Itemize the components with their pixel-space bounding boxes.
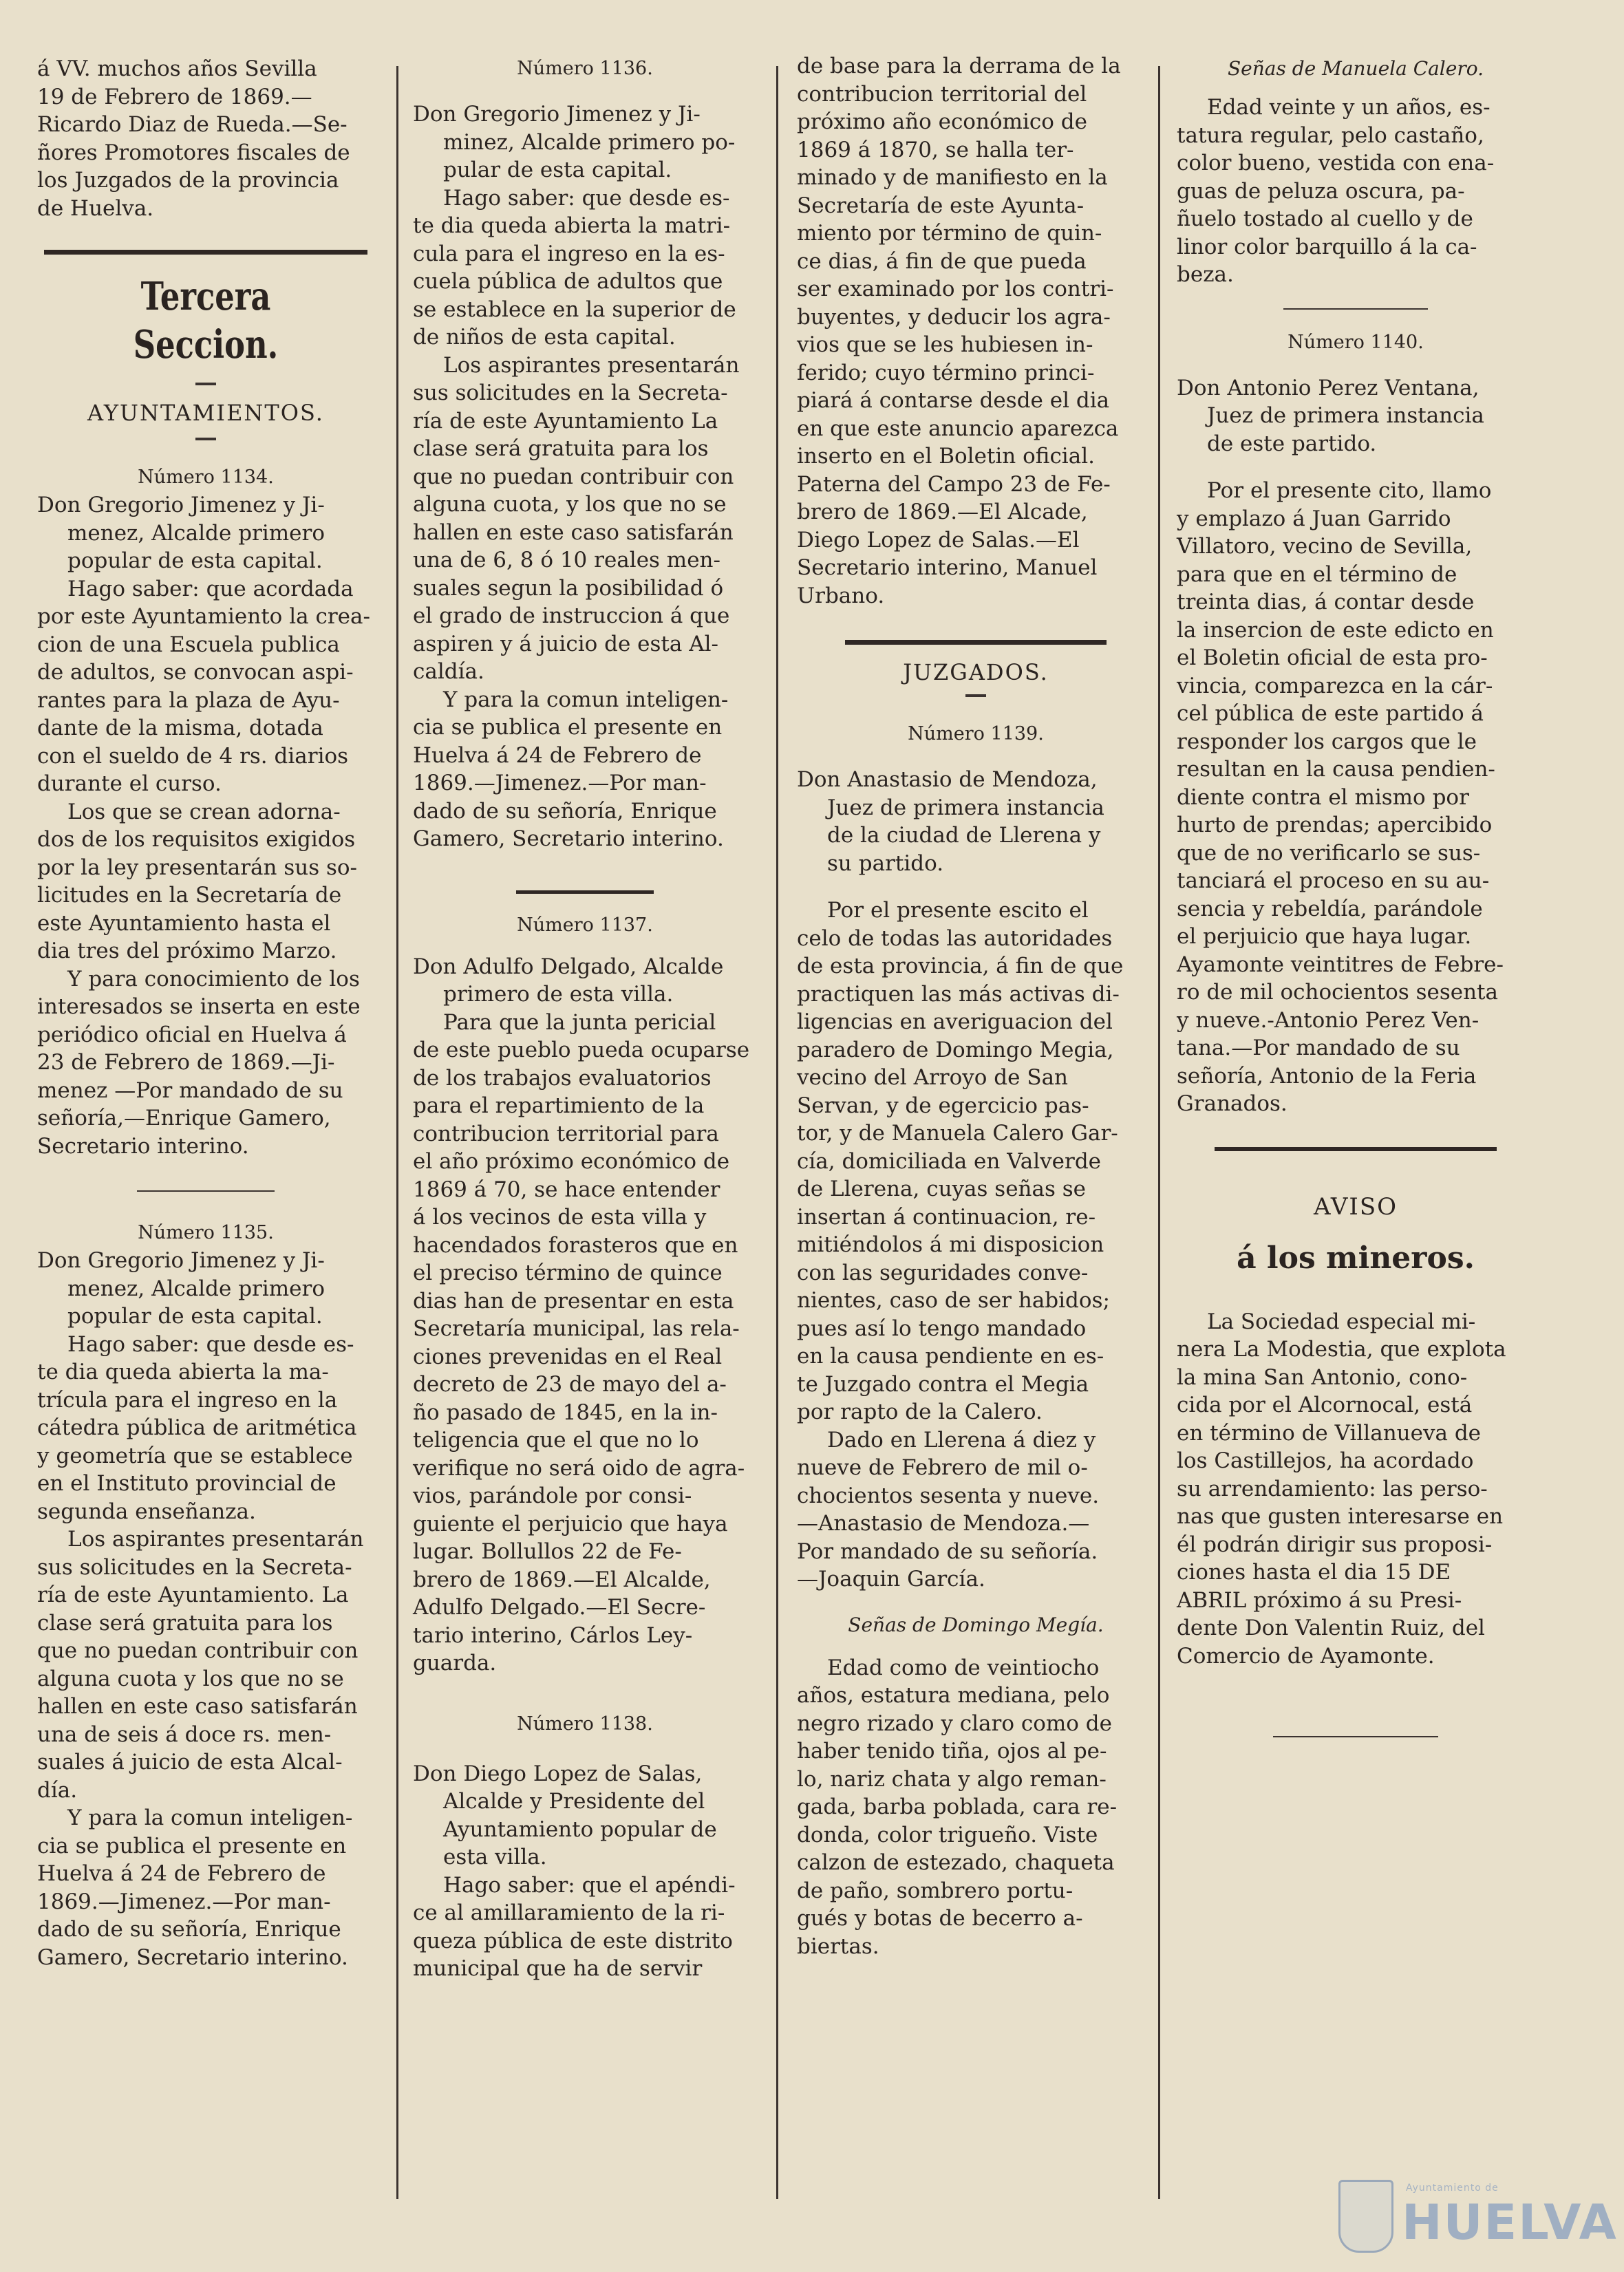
text-line: minez, Alcalde primero po- [443, 129, 736, 155]
text-line: sencia y rebeldía, parándole [1177, 896, 1483, 921]
text-line: tana.—Por mandado de su [1177, 1036, 1460, 1060]
text-line: Juez de primera instancia [827, 795, 1104, 820]
text-line: popular de esta capital. [67, 1304, 323, 1329]
continuation-text [797, 52, 1155, 610]
text-line: menez, Alcalde primero [67, 1276, 325, 1301]
text-line: 1869 á 1870, se halla ter- [797, 137, 1074, 162]
text-line: color bueno, vestida con ena- [1177, 151, 1495, 175]
column-rule [1158, 66, 1160, 2199]
text-line: Los aspirantes presentarán [67, 1527, 364, 1552]
text-line: Dado en Llerena á diez y [827, 1427, 1096, 1453]
text-line: te Juzgado contra el Megia [797, 1371, 1089, 1397]
text-line: señoría,—Enrique Gamero, [37, 1106, 331, 1130]
text-line: Don Antonio Perez Ventana, [1177, 375, 1479, 400]
text-line: años, estatura mediana, pelo [797, 1683, 1110, 1708]
text-line: señoría, Antonio de la Feria [1177, 1063, 1477, 1089]
text-line: Edad como de veintiocho [827, 1655, 1100, 1680]
text-line: Adulfo Delgado.—El Secre- [413, 1595, 706, 1620]
text-line: y geometría que se establece [37, 1443, 353, 1468]
text-line: 1869.—Jimenez.—Por man- [37, 1889, 331, 1914]
text-line: licitudes en la Secretaría de [37, 883, 342, 908]
column-3 [797, 52, 1155, 1960]
text-line: dante de la misma, dotada [37, 716, 323, 740]
text-line: Hago saber: que desde es- [67, 1331, 354, 1357]
text-line: de Huelva. [37, 195, 154, 221]
text-line: linor color barquillo á la ca- [1177, 234, 1477, 259]
text-line: te dia queda abierta la matri- [413, 213, 731, 238]
notice-paragraph [37, 1525, 374, 1804]
text-line: ce al amillaramiento de la ri- [413, 1900, 725, 1925]
text-line: Granados. [1177, 1091, 1288, 1116]
text-line: Para que la junta pericial [443, 1009, 716, 1035]
text-line: para que en el término de [1177, 561, 1457, 587]
aviso-title: AVISO [1313, 1192, 1398, 1221]
description-title: Señas de Domingo Megía. [848, 1613, 1104, 1636]
text-line: cel pública de este partido á [1177, 701, 1484, 726]
text-line: aspiren y á juicio de esta Al- [413, 631, 718, 656]
text-line: negro rizado y claro como de [797, 1711, 1112, 1736]
text-line: ro de mil ochocientos sesenta [1177, 980, 1498, 1005]
column-1 [37, 55, 374, 1971]
text-line: los Castillejos, ha acordado [1177, 1448, 1474, 1473]
text-line: Secretario interino, Manuel [797, 555, 1098, 580]
text-line: segunda enseñanza. [37, 1499, 256, 1524]
notice-paragraph [1177, 477, 1535, 1118]
text-line: dias han de presentar en esta [413, 1288, 734, 1314]
text-line: con las seguridades conve- [797, 1260, 1089, 1285]
text-line: por la ley presentarán sus so- [37, 855, 358, 880]
text-line: verifique no será oido de agra- [413, 1455, 745, 1481]
subsection-title: AYUNTAMIENTOS. [87, 400, 324, 426]
text-line: mitiéndolos á mi disposicion [797, 1232, 1104, 1257]
text-line: Gamero, Secretario interino. [37, 1944, 348, 1970]
text-line: Huelva á 24 de Febrero de [413, 742, 702, 768]
text-line: guiente el perjuicio que haya [413, 1511, 728, 1536]
text-line: que no puedan contribuir con [37, 1638, 359, 1663]
notice-heading [37, 491, 374, 575]
text-line: Don Gregorio Jimenez y Ji- [413, 102, 701, 127]
column-rule [396, 66, 398, 2199]
text-line: celo de todas las autoridades [797, 925, 1113, 951]
text-line: pular de esta capital. [443, 158, 672, 182]
notice-heading [413, 953, 757, 1009]
text-line: pues así lo tengo mandado [797, 1316, 1087, 1341]
text-line: Y para la comun inteligen- [67, 1805, 353, 1830]
text-line: piará á contarse desde el dia [797, 388, 1110, 413]
text-line: de este pueblo pueda ocuparse [413, 1038, 750, 1062]
text-line: 19 de Febrero de 1869.— [37, 84, 312, 109]
text-line: municipal que ha de servir [413, 1956, 703, 1981]
text-line: Ricardo Diaz de Rueda.—Se- [37, 112, 348, 137]
text-line: chocientos sesenta y nueve. [797, 1483, 1100, 1508]
text-line: Los que se crean adorna- [67, 799, 341, 824]
notice-number: Número 1140. [1288, 331, 1424, 353]
text-line: Diego Lopez de Salas.—El [797, 527, 1080, 553]
text-line: La Sociedad especial mi- [1207, 1309, 1476, 1334]
archive-watermark [1338, 2180, 1618, 2262]
text-line: Por mandado de su señoría. [797, 1539, 1098, 1564]
text-line: Ayuntamiento popular de [443, 1816, 717, 1842]
text-line: Los aspirantes presentarán [443, 352, 740, 378]
text-line: cion de una Escuela publica [37, 632, 340, 657]
text-line: biertas. [797, 1933, 879, 1959]
text-line: y nueve.-Antonio Perez Ven- [1177, 1007, 1479, 1033]
coat-of-arms-icon [1338, 2180, 1393, 2253]
text-line: diente contra el mismo por [1177, 784, 1469, 810]
notice-paragraph [413, 184, 757, 352]
text-line: Urbano. [797, 583, 885, 608]
text-line: este Ayuntamiento hasta el [37, 910, 331, 936]
text-line: cia se publica el presente en [37, 1833, 347, 1858]
text-line: sus solicitudes en la Secreta- [413, 381, 728, 405]
text-line: él podrán dirigir sus proposi- [1177, 1532, 1493, 1557]
text-line: Don Gregorio Jimenez y Ji- [37, 1248, 325, 1273]
text-line: de los trabajos evaluatorios [413, 1065, 712, 1091]
notice-number: Número 1134. [138, 467, 274, 488]
text-line: ABRIL próximo á su Presi- [1177, 1587, 1462, 1613]
notice-heading [37, 1247, 374, 1331]
text-line: próximo año económico de [797, 109, 1087, 134]
section-rule [845, 640, 1107, 645]
text-line: tor, y de Manuela Calero Gar- [797, 1121, 1118, 1146]
text-line: queza pública de este distrito [413, 1928, 733, 1953]
text-line: vios que se les hubiesen in- [797, 332, 1093, 357]
text-line: ligencias en averiguacion del [797, 1009, 1113, 1034]
text-line: en término de Villanueva de [1177, 1420, 1482, 1446]
text-line: vincia, comparezca en la cár- [1177, 673, 1493, 698]
notice-number: Número 1139. [908, 723, 1044, 744]
text-line: de adultos, se convocan aspi- [37, 660, 354, 685]
text-line: ñuelo tostado al cuello y de [1177, 206, 1473, 231]
notice-heading [413, 1760, 757, 1872]
text-line: minado y de manifiesto en la [797, 165, 1108, 190]
column-2 [413, 55, 757, 1983]
text-line: que de no verificarlo se sus- [1177, 840, 1481, 866]
text-line: hurto de prendas; apercibido [1177, 813, 1493, 837]
text-line: treinta dias, á contar desde [1177, 590, 1475, 614]
text-line: dos de los requisitos exigidos [37, 827, 356, 852]
text-line: la insercion de este edicto en [1177, 617, 1494, 643]
text-line: con el sueldo de 4 rs. diarios [37, 743, 349, 769]
text-line: Edad veinte y un años, es- [1207, 95, 1491, 120]
text-line: contribucion territorial para [413, 1121, 719, 1146]
notice-paragraph [797, 1426, 1155, 1594]
column-rule [776, 66, 778, 2199]
text-line: clase será gratuita para los [413, 436, 709, 461]
text-line: Alcalde y Presidente del [443, 1789, 705, 1814]
text-line: día. [37, 1777, 78, 1803]
text-line: ce dias, á fin de que pueda [797, 248, 1087, 274]
text-line: de la ciudad de Llerena y [827, 823, 1101, 848]
text-line: lugar. Bollullos 22 de Fe- [413, 1539, 682, 1564]
text-line: Por el presente cito, llamo [1207, 478, 1492, 503]
text-line: 1869 á 70, se hace entender [413, 1177, 720, 1202]
notice-heading [413, 100, 757, 184]
text-line: dia tres del próximo Marzo. [37, 939, 337, 963]
text-line: cuela pública de adultos que [413, 269, 723, 294]
text-line: inserto en el Boletin oficial. [797, 444, 1095, 469]
aviso-subtitle: á los mineros. [1237, 1240, 1475, 1276]
text-line: hacendados forasteros que en [413, 1232, 738, 1258]
text-line: Comercio de Ayamonte. [1177, 1643, 1435, 1669]
notice-paragraph [413, 1872, 757, 1983]
text-line: suales á juicio de esta Alcal- [37, 1750, 343, 1775]
text-line: Don Adulfo Delgado, Alcalde [413, 954, 724, 979]
text-line: Hago saber: que el apéndi- [443, 1872, 736, 1898]
text-line: en la causa pendiente en es- [797, 1344, 1104, 1369]
text-line: Ayamonte veintitres de Febre- [1177, 952, 1504, 977]
section-title: Tercera Seccion. [133, 274, 279, 367]
text-line: gués y botas de becerro a- [797, 1906, 1083, 1931]
notice-paragraph [413, 686, 757, 853]
text-line: vios, parándole por consi- [413, 1483, 692, 1508]
text-line: Don Diego Lopez de Salas, [413, 1761, 703, 1786]
text-line: lo, nariz chata y algo reman- [797, 1766, 1107, 1792]
text-line: Huelva á 24 de Febrero de [37, 1861, 326, 1886]
text-line: se establece en la superior de [413, 297, 736, 322]
text-line: calzon de estezado, chaqueta [797, 1850, 1115, 1875]
text-line: los Juzgados de la provincia [37, 168, 339, 193]
text-line: nueve de Febrero de mil o- [797, 1455, 1088, 1480]
text-line: 1869.—Jimenez.—Por man- [413, 771, 707, 795]
text-line: Don Anastasio de Mendoza, [797, 767, 1098, 792]
notice-number: Número 1138. [517, 1713, 653, 1735]
text-line: rantes para la plaza de Ayu- [37, 687, 340, 713]
notice-paragraph [37, 1331, 374, 1526]
text-line: Y para conocimiento de los [67, 966, 360, 992]
text-line: menez, Alcalde primero [67, 520, 325, 546]
text-line: Secretaría de este Ayunta- [797, 193, 1085, 218]
text-line: cida por el Alcornocal, está [1177, 1393, 1473, 1417]
text-line: ciones hasta el dia 15 DE [1177, 1560, 1451, 1585]
text-line: Villatoro, vecino de Sevilla, [1177, 534, 1473, 559]
text-line: decreto de 23 de mayo del a- [413, 1372, 727, 1397]
notice-paragraph [37, 575, 374, 798]
watermark-brand: HUELVA [1402, 2194, 1618, 2251]
text-line: esta villa. [443, 1845, 547, 1869]
text-line: Gamero, Secretario interino. [413, 826, 724, 851]
section-rule [44, 250, 367, 255]
text-line: tanciará el proceso en su au- [1177, 868, 1490, 893]
text-line: 23 de Febrero de 1869.—Ji- [37, 1050, 335, 1075]
text-line: Paterna del Campo 23 de Fe- [797, 471, 1111, 497]
notice-number: Número 1135. [138, 1222, 274, 1243]
watermark-label: Ayuntamiento de [1406, 2183, 1499, 2194]
notice-number: Número 1136. [517, 58, 653, 79]
text-line: guarda. [413, 1651, 497, 1675]
notice-heading [797, 766, 1155, 877]
text-line: ño pasado de 1845, en la in- [413, 1400, 718, 1425]
section-title: JUZGADOS. [903, 659, 1049, 685]
text-line: de paño, sombrero portu- [797, 1878, 1073, 1903]
text-line: alguna cuota, y los que no se [413, 492, 727, 517]
text-line: á VV. muchos años Sevilla [37, 56, 317, 81]
notice-paragraph [37, 1804, 374, 1971]
text-line: suales segun la posibilidad ó [413, 575, 724, 601]
description-title: Señas de Manuela Calero. [1228, 57, 1484, 80]
text-line: el Boletin oficial de esta pro- [1177, 645, 1488, 670]
text-line: tario interino, Cárlos Ley- [413, 1622, 693, 1648]
text-line: Y para la comun inteligen- [443, 687, 729, 712]
text-line: hallen en este caso satisfarán [413, 519, 734, 545]
notice-paragraph [413, 1009, 757, 1678]
text-line: Secretario interino. [37, 1133, 249, 1159]
notice-paragraph [37, 965, 374, 1161]
text-line: Hago saber: que desde es- [443, 185, 730, 211]
text-line: Juez de primera instancia [1207, 403, 1484, 428]
text-line: buyentes, y deducir los agra- [797, 304, 1111, 330]
text-line: te dia queda abierta la ma- [37, 1360, 329, 1384]
text-line: dado de su señoría, Enrique [413, 798, 717, 824]
text-line: resultan en la causa pendien- [1177, 757, 1495, 782]
text-line: el preciso término de quince [413, 1261, 723, 1285]
text-line: de este partido. [1207, 431, 1377, 456]
notice-number: Número 1137. [517, 914, 653, 936]
text-line: miento por término de quin- [797, 221, 1102, 246]
text-line: gada, barba poblada, cara re- [797, 1794, 1118, 1819]
text-line: popular de esta capital. [67, 548, 323, 573]
text-line: beza. [1177, 262, 1234, 287]
description-text [797, 1654, 1155, 1961]
text-line: el año próximo económico de [413, 1149, 730, 1174]
text-line: ferido; cuyo término princi- [797, 360, 1095, 385]
text-line: de niños de esta capital. [413, 325, 676, 350]
text-line: cia se publica el presente en [413, 715, 723, 740]
notice-paragraph [37, 798, 374, 965]
text-line: que no puedan contribuir con [413, 464, 734, 489]
text-line: primero de esta villa. [443, 982, 674, 1007]
text-line: guas de peluza oscura, pa- [1177, 178, 1465, 204]
text-line: por este Ayuntamiento la crea- [37, 604, 370, 629]
notice-paragraph [413, 352, 757, 686]
divider [1273, 1736, 1438, 1737]
text-line: caldía. [413, 659, 484, 684]
text-line: sus solicitudes en la Secreta- [37, 1554, 352, 1580]
text-line: Don Gregorio Jimenez y Ji- [37, 493, 325, 517]
text-line: nientes, caso de ser habidos; [797, 1288, 1110, 1313]
text-line: ser examinado por los contri- [797, 277, 1114, 301]
column-4 [1177, 55, 1535, 1737]
text-line: —Joaquin García. [797, 1567, 985, 1592]
text-line: dado de su señoría, Enrique [37, 1917, 341, 1942]
text-line: practiquen las más activas di- [797, 981, 1120, 1007]
description-text [1177, 94, 1535, 289]
text-line: cula para el ingreso en la es- [413, 241, 725, 266]
text-line: por rapto de la Calero. [797, 1400, 1043, 1424]
notice-paragraph [797, 897, 1155, 1426]
aviso-text [1177, 1308, 1535, 1671]
text-line: tatura regular, pelo castaño, [1177, 122, 1484, 148]
text-line: á los vecinos de esta villa y [413, 1205, 707, 1230]
text-line: insertan á continuacion, re- [797, 1204, 1096, 1230]
text-line: Hago saber: que acordada [67, 576, 354, 601]
text-line: hallen en este caso satisfarán [37, 1694, 358, 1719]
text-line: vecino del Arroyo de San [797, 1065, 1069, 1090]
text-line: su arrendamiento: las perso- [1177, 1476, 1488, 1501]
text-line: una de seis á doce rs. men- [37, 1722, 332, 1747]
text-line: periódico oficial en Huelva á [37, 1022, 347, 1047]
text-line: brero de 1869.—El Alcalde, [413, 1567, 711, 1592]
text-line: la mina San Antonio, cono- [1177, 1364, 1468, 1390]
text-line: de esta provincia, á fin de que [797, 954, 1124, 978]
text-line: de base para la derrama de la [797, 54, 1121, 78]
text-line: de Llerena, cuyas señas se [797, 1177, 1087, 1201]
text-line: menez —Por mandado de su [37, 1078, 343, 1103]
text-line: clase será gratuita para los [37, 1610, 333, 1636]
text-line: el grado de instruccion á que [413, 603, 730, 628]
text-line: contribucion territorial del [797, 81, 1087, 107]
continuation-text [37, 55, 374, 222]
text-line: responder los cargos que le [1177, 729, 1477, 754]
text-line: Servan, y de egercicio pas- [797, 1093, 1089, 1118]
text-line: donda, color trigueño. Viste [797, 1822, 1098, 1847]
text-line: y emplazo á Juan Garrido [1177, 506, 1451, 531]
text-line: para el repartimiento de la [413, 1093, 705, 1118]
text-line: una de 6, 8 ó 10 reales men- [413, 548, 720, 572]
text-line: ciones prevenidas en el Real [413, 1344, 723, 1369]
text-line: alguna cuota y los que no se [37, 1666, 344, 1691]
text-line: Secretaría municipal, las rela- [413, 1316, 740, 1341]
text-line: su partido. [827, 850, 944, 876]
text-line: Por el presente escito el [827, 898, 1089, 923]
text-line: ría de este Ayuntamiento La [413, 408, 718, 433]
text-line: interesados se inserta en este [37, 994, 361, 1019]
text-line: cía, domiciliada en Valverde [797, 1148, 1102, 1174]
text-line: ría de este Ayuntamiento. La [37, 1583, 349, 1607]
text-line: en el Instituto provincial de [37, 1471, 336, 1496]
text-line: en que este anuncio aparezca [797, 416, 1119, 441]
text-line: dente Don Valentin Ruiz, del [1177, 1616, 1485, 1640]
text-line: haber tenido tiña, ojos al pe- [797, 1739, 1107, 1764]
text-line: brero de 1869.—El Alcade, [797, 500, 1088, 524]
text-line: cátedra pública de aritmética [37, 1415, 357, 1440]
text-line: paradero de Domingo Megia, [797, 1037, 1114, 1062]
text-line: ñores Promotores fiscales de [37, 140, 350, 165]
text-line: nera La Modestia, que explota [1177, 1337, 1506, 1362]
text-line: teligencia que el que no lo [413, 1428, 699, 1453]
text-line: trícula para el ingreso en la [37, 1387, 338, 1413]
text-line: durante el curso. [37, 771, 222, 796]
text-line: —Anastasio de Mendoza.— [797, 1511, 1090, 1536]
notice-heading [1177, 374, 1535, 458]
text-line: el perjuicio que haya lugar. [1177, 924, 1472, 949]
text-line: nas que gusten interesarse en [1177, 1504, 1504, 1529]
